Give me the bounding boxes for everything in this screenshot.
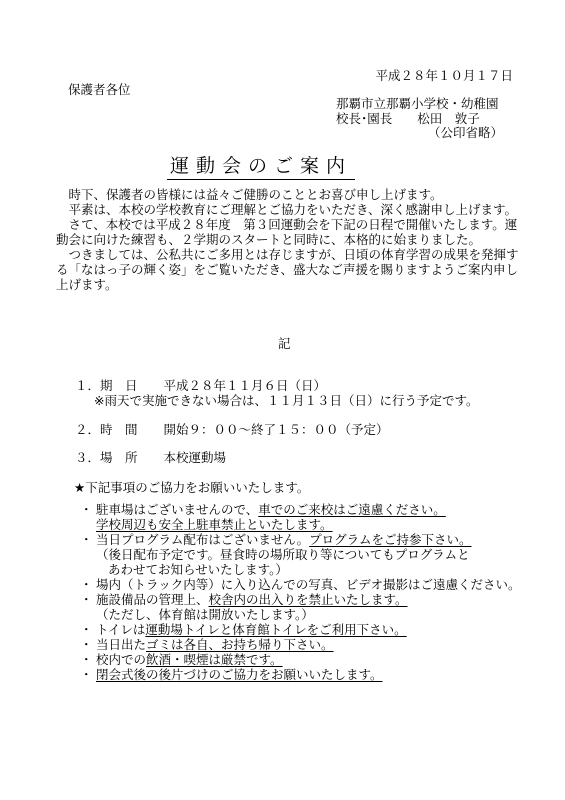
smoking-note: 校内での xyxy=(96,652,147,667)
seal-omitted-note: （公印省略） xyxy=(428,125,504,140)
parking-note: 駐車場はございませんので、 xyxy=(96,502,259,517)
cleanup-note: 閉会式後の後片づけのご協力をお願いいたします。 xyxy=(96,667,383,682)
bullet: ・ xyxy=(80,637,93,652)
document-date: 平成２８年１０月１７日 xyxy=(375,68,513,83)
bullet: ・ xyxy=(80,622,93,637)
event-time-row xyxy=(75,422,389,437)
intro-invitation: つきましては、公私共にご多用とは存じますが、日頃の体育学習の成果を発揮する「なはっ子の輝く姿」をご覧いただき、盛大なご声援を賜りますようご案内申し上げます。 xyxy=(56,247,519,292)
take-trash-note: ゴミは各自、お持ち帰り下さい。 xyxy=(146,637,334,652)
gym-open-note: （ただし、体育館は開放いたします。） xyxy=(96,607,314,622)
program-note: 当日プログラム配布はございません。 xyxy=(96,532,310,547)
toilet-location-note: 運動場トイレと体育館トイレをご利用下さい。 xyxy=(145,622,407,637)
bullet: ・ xyxy=(80,592,93,607)
list-item xyxy=(68,622,528,637)
bullet: ・ xyxy=(80,532,93,547)
photo-note: 場内（トラック内等）に入り込んでの写真、ビデオ撮影はご遠慮ください。 xyxy=(96,577,521,592)
document-title: 運動会のご案内 xyxy=(167,154,355,180)
program-detail: （後日配布予定です。昼食時の場所取り等についてもプログラムと xyxy=(96,547,470,562)
list-item xyxy=(68,592,528,622)
recipient: 保護者各位 xyxy=(68,82,131,97)
bullet: ・ xyxy=(80,502,93,517)
list-item xyxy=(68,532,528,577)
no-car-note: 車でのご来校はご遠慮ください。 xyxy=(258,502,446,517)
notes-list xyxy=(68,502,528,682)
event-place-row xyxy=(75,450,226,465)
bring-program-note: プログラムをご持参下さい。 xyxy=(309,532,472,547)
bullet: ・ xyxy=(80,652,93,667)
no-smoking-note: 飲酒・喫煙は厳禁です。 xyxy=(146,652,283,667)
intro-announcement: さて、本校では平成２８年度 第３回運動会を下記の日程で開催いたします。運動会に向けた練習も、２学期のスタートと同時に、本格的に始まりました。 xyxy=(56,217,518,247)
rain-date-note: ※雨天で実施できない場合は、１１月１３日（日）に行う予定です。 xyxy=(94,393,479,408)
intro-section xyxy=(56,187,521,292)
facility-note: 施設備品の管理上、 xyxy=(96,592,209,607)
list-item xyxy=(68,652,528,667)
intro-thanks: 平素は、本校の学校教育にご理解とご協力をいただき、深く感謝申し上げます。 xyxy=(68,202,518,217)
list-item xyxy=(68,577,528,592)
bullet: ・ xyxy=(80,667,93,682)
intro-greeting: 時下、保護者の皆様には益々ご健勝のこととお喜び申し上げます。 xyxy=(68,187,443,202)
event-time-label: ２．時 間 xyxy=(75,422,138,437)
trash-note: 当日出た xyxy=(96,637,147,652)
event-place-value: 本校運動場 xyxy=(163,450,227,465)
event-date-label: １．期 日 xyxy=(75,378,138,393)
event-date-value: 平成２８年１１月６日（日） xyxy=(163,378,327,393)
event-time-value: 開始９：００～終了１５：００（予定） xyxy=(163,422,389,437)
toilet-note: トイレは xyxy=(96,622,146,637)
event-place-label: ３．場 所 xyxy=(75,450,138,465)
no-parking-note: 学校周辺も安全上駐車禁止といたします。 xyxy=(96,517,333,532)
bullet: ・ xyxy=(80,577,93,592)
list-item xyxy=(68,637,528,652)
ki-heading: 記 xyxy=(278,336,291,351)
no-entry-note: 校舎内の出入りを禁止いたします。 xyxy=(208,592,408,607)
sender-principal: 校長･園長 松田 敦子 xyxy=(336,111,480,126)
list-item xyxy=(68,667,528,682)
program-detail-cont: あわせてお知らせいたします。） xyxy=(108,562,288,577)
event-date-row xyxy=(75,378,326,393)
sender-school: 那覇市立那覇小学校・幼稚園 xyxy=(336,96,499,111)
list-item xyxy=(68,502,528,532)
cooperation-request: ★下記事項のご協力をお願いいたします。 xyxy=(74,480,310,495)
